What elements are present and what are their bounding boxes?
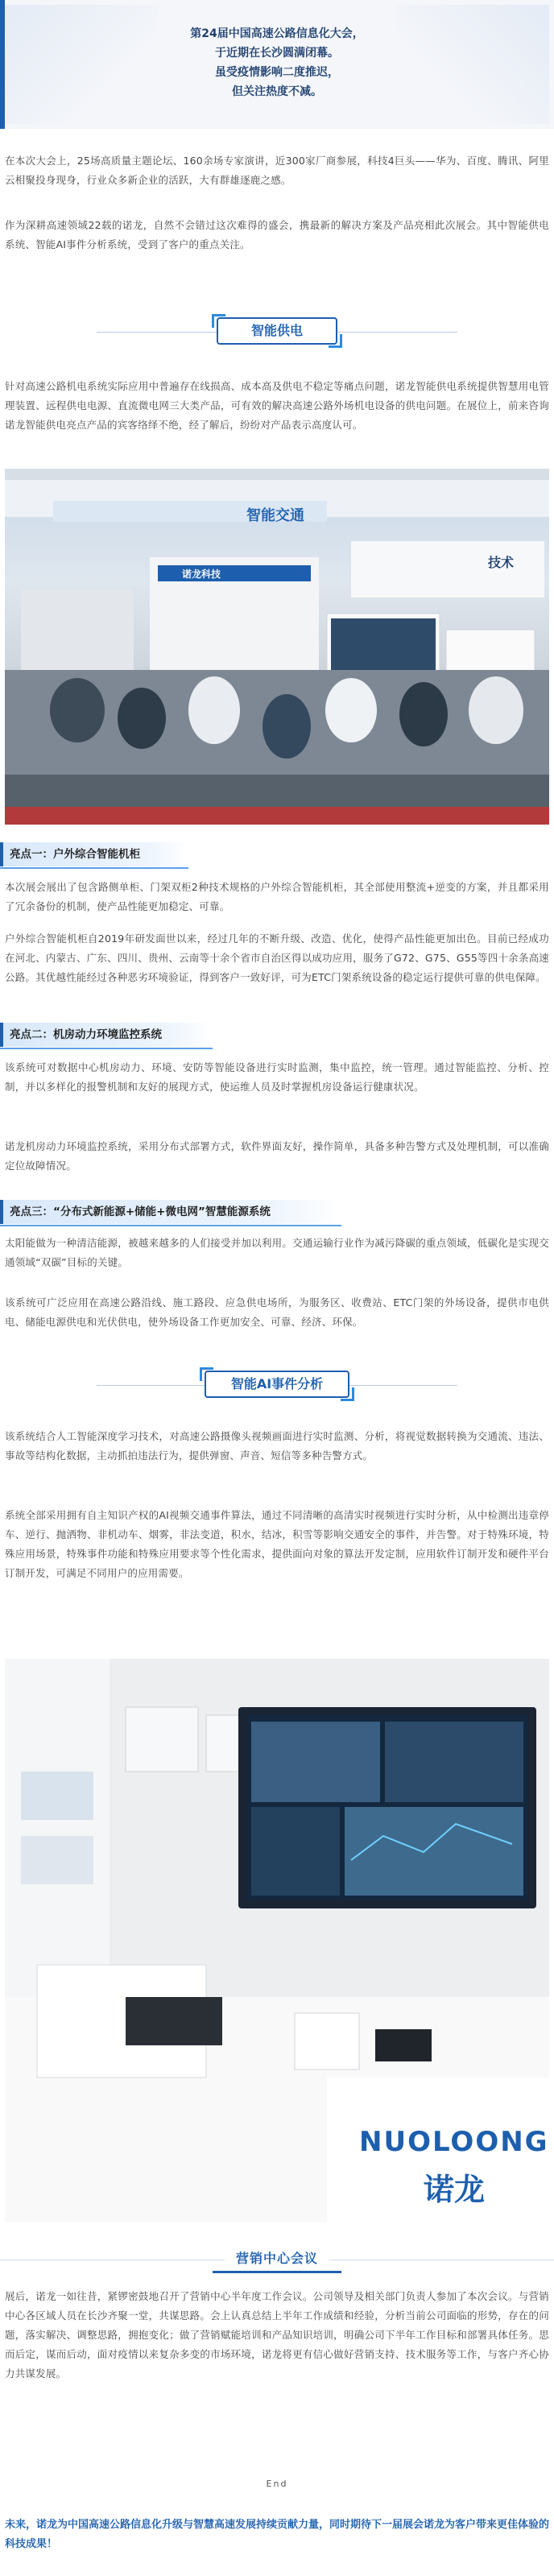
section-title-ai [205,1371,349,1398]
highlight-text: 亮点二：机房动力环境监控系统 [10,1028,162,1041]
closing-statement: 未来，诺龙为中国高速公路信息化升级与智慧高速发展持续贡献力量，同时期待下一届展会诺龙为客户带来更佳体验的科技成果！ [5,2519,550,2550]
highlight-bar [0,1023,3,1047]
exhibition-booth-photo [5,469,549,825]
section-header-meeting [0,2242,554,2277]
paragraph-power-system: 针对高速公路机电系统实际应用中普遍存在线损高、成本高及供电不稳定等痛点问题，诺龙智能供电系统提供智慧用电管理装置、远程供电电源、直流微电网三大类产品，可有效的解决高速公路外场机电设备的供电问题。在展位上，前来咨询诺龙智能供电亮点产品的宾客络绎不绝，经了解后，纷纷对产品表示高度认可。 [5,380,549,431]
booth-sign-text: 智能交通 [246,507,304,524]
brand-logo-cn: 诺龙 [424,2172,486,2207]
paragraph-conference-overview: 在本次大会上，25场高质量主题论坛、160余场专家演讲，近300家厂商参展，科技4巨头——华为、百度、腾讯、阿里云相聚投身现身，行业众多新企业的活跃，大有群雄逐鹿之感。 [5,155,549,186]
corner-accent-icon [212,314,225,328]
paragraph-ai-algorithm: 系统全部采用拥有自主知识产权的AI视频交通事件算法，通过不同清晰的高清实时视频进行实时分析，从中检测出违章停车、逆行、抛洒物、非机动车、烟雾，非法变道，积水，结冰，积雪等影响交通安全的事件，并告警。对于特殊环境，特殊应用场景，特殊事件功能和特殊应用要求等个性化需求，提供面向对象的算法开发定制，应用软件订制开发和硬件平台订制开发，可满足不同用户的应用需要。 [5,1509,549,1579]
section-title-power [217,317,337,345]
corner-accent-icon [329,334,342,348]
paragraph-cabinet-history: 户外综合智能机柜自2019年研发面世以来，经过几年的不断升级、改造、优化，使得产品性能更加出色。目前已经成功在河北、内蒙古、广东、四川、贵州、云南等十余个省市自治区得以成功应用，服务了G72、G75、G55等四十余条高速公路。其优越性能经过各种恶劣环境验证，得到客户一致好评，可为ETC门架系统设备的稳定运行提供可靠的供电保障。 [5,932,549,983]
highlight-underline [0,1225,341,1226]
section-title-underline [213,2271,341,2273]
paragraph-energy-system: 该系统可广泛应用在高速公路沿线、施工路段、应急供电场所，为服务区、收费站、ETC门架的外场设备，提供市电供电、储能电源供电和光伏供电，使外场设备工作更加安全、可靠、经济、环保。 [5,1296,549,1328]
paragraph-ai-overview: 该系统结合人工智能深度学习技术，对高速公路摄像头视频画面进行实时监测、分析，将视觉数据转换为交通流、违法、事故等结构化数据，主动抓拍违法行为，提供弹窗、声音、短信等多种告警方式。 [5,1430,549,1462]
highlight-underline [0,867,188,869]
highlight-title-2 [0,1023,213,1047]
paragraph-solar: 太阳能做为一种清洁能源，被越来越多的人们接受并加以利用。交通运输行业作为减污降碳的重点领域，低碳化是实现交通领域“双碳”目标的关键。 [5,1237,549,1268]
paragraph-company-intro: 作为深耕高速领域22载的诺龙，自然不会错过这次难得的盛会，携最新的解决方案及产品亮相此次展会。其中智能供电系统、智能AI事件分析系统，受到了客户的重点关注。 [5,219,549,250]
intro-lines [0,24,554,101]
highlight-underline [0,1048,213,1049]
corner-accent-icon [200,1367,213,1381]
section-title-text: 智能AI事件分析 [230,1376,324,1391]
intro-line: 但关注热度不减。 [232,85,322,98]
highlight-title-3 [0,1200,341,1224]
section-title-text: 智能供电 [250,323,303,338]
intro-line: 虽受疫情影响二度推迟， [215,66,339,79]
paragraph-cabinet: 本次展会展出了包含路侧单柜、门架双柜2种技术规格的户外综合智能机柜，其全部使用整流+逆变的方案，并且都采用了冗余备份的机制，使产品性能更加稳定、可靠。 [5,881,549,912]
section-title-meeting: 营销中心会议 [225,2248,329,2267]
paragraph-monitoring-detail: 诺龙机房动力环境监控系统，采用分布式部署方式，软件界面友好，操作简单，具备多种告警方式及处理机制，可以准确定位故障情况。 [5,1140,549,1172]
section-header-power [0,316,554,348]
booth-wall-text: 技术 [488,555,515,570]
intro-card [0,0,554,129]
section-header-ai [0,1369,554,1401]
highlight-text: 亮点一：户外综合智能机柜 [10,848,140,861]
highlight-text: 亮点三：“分布式新能源+储能+微电网”智慧能源系统 [10,1205,271,1218]
intro-line: 第24届中国高速公路信息化大会， [190,27,364,40]
brand-logo-en: NUOLOONG [359,2126,549,2158]
paragraph-meeting: 展后，诺龙一如往昔，紧锣密鼓地召开了营销中心半年度工作会议。公司领导及相关部门负责人参加了本次会议。与营销中心各区域人员在长沙齐聚一堂，共谋思路。会上认真总结上半年工作成绩和经验，分析当前公司面临的形势，存在的问题，落实解决、调整思路，拥抱变化；做了营销赋能培训和产品知识培训，明确公司下半年工作目标和部署具体任务。思而后定，谋而后动，面对疫情以来复杂多变的市场环境，诺龙将更有信心做好营销支持、技术服务等工作，与客户齐心协力共谋发展。 [5,2290,549,2380]
paragraph-monitoring: 该系统可对数据中心机房动力、环境、安防等智能设备进行实时监测，集中监控，统一管理。通过智能监控、分析、控制，并以多样化的报警机制和友好的展现方式，使运维人员及时掌握机房设备运行健康状况。 [5,1061,549,1093]
highlight-bar [0,842,3,866]
highlight-title-1 [0,842,188,866]
intro-line: 于近期在长沙圆满闭幕。 [215,47,339,60]
end-marker: End [266,2479,288,2489]
corner-accent-icon [341,1387,354,1401]
booth-cabinet-sign: 诺龙科技 [182,569,221,580]
highlight-bar [0,1200,3,1224]
ai-display-photo [5,1659,549,2222]
